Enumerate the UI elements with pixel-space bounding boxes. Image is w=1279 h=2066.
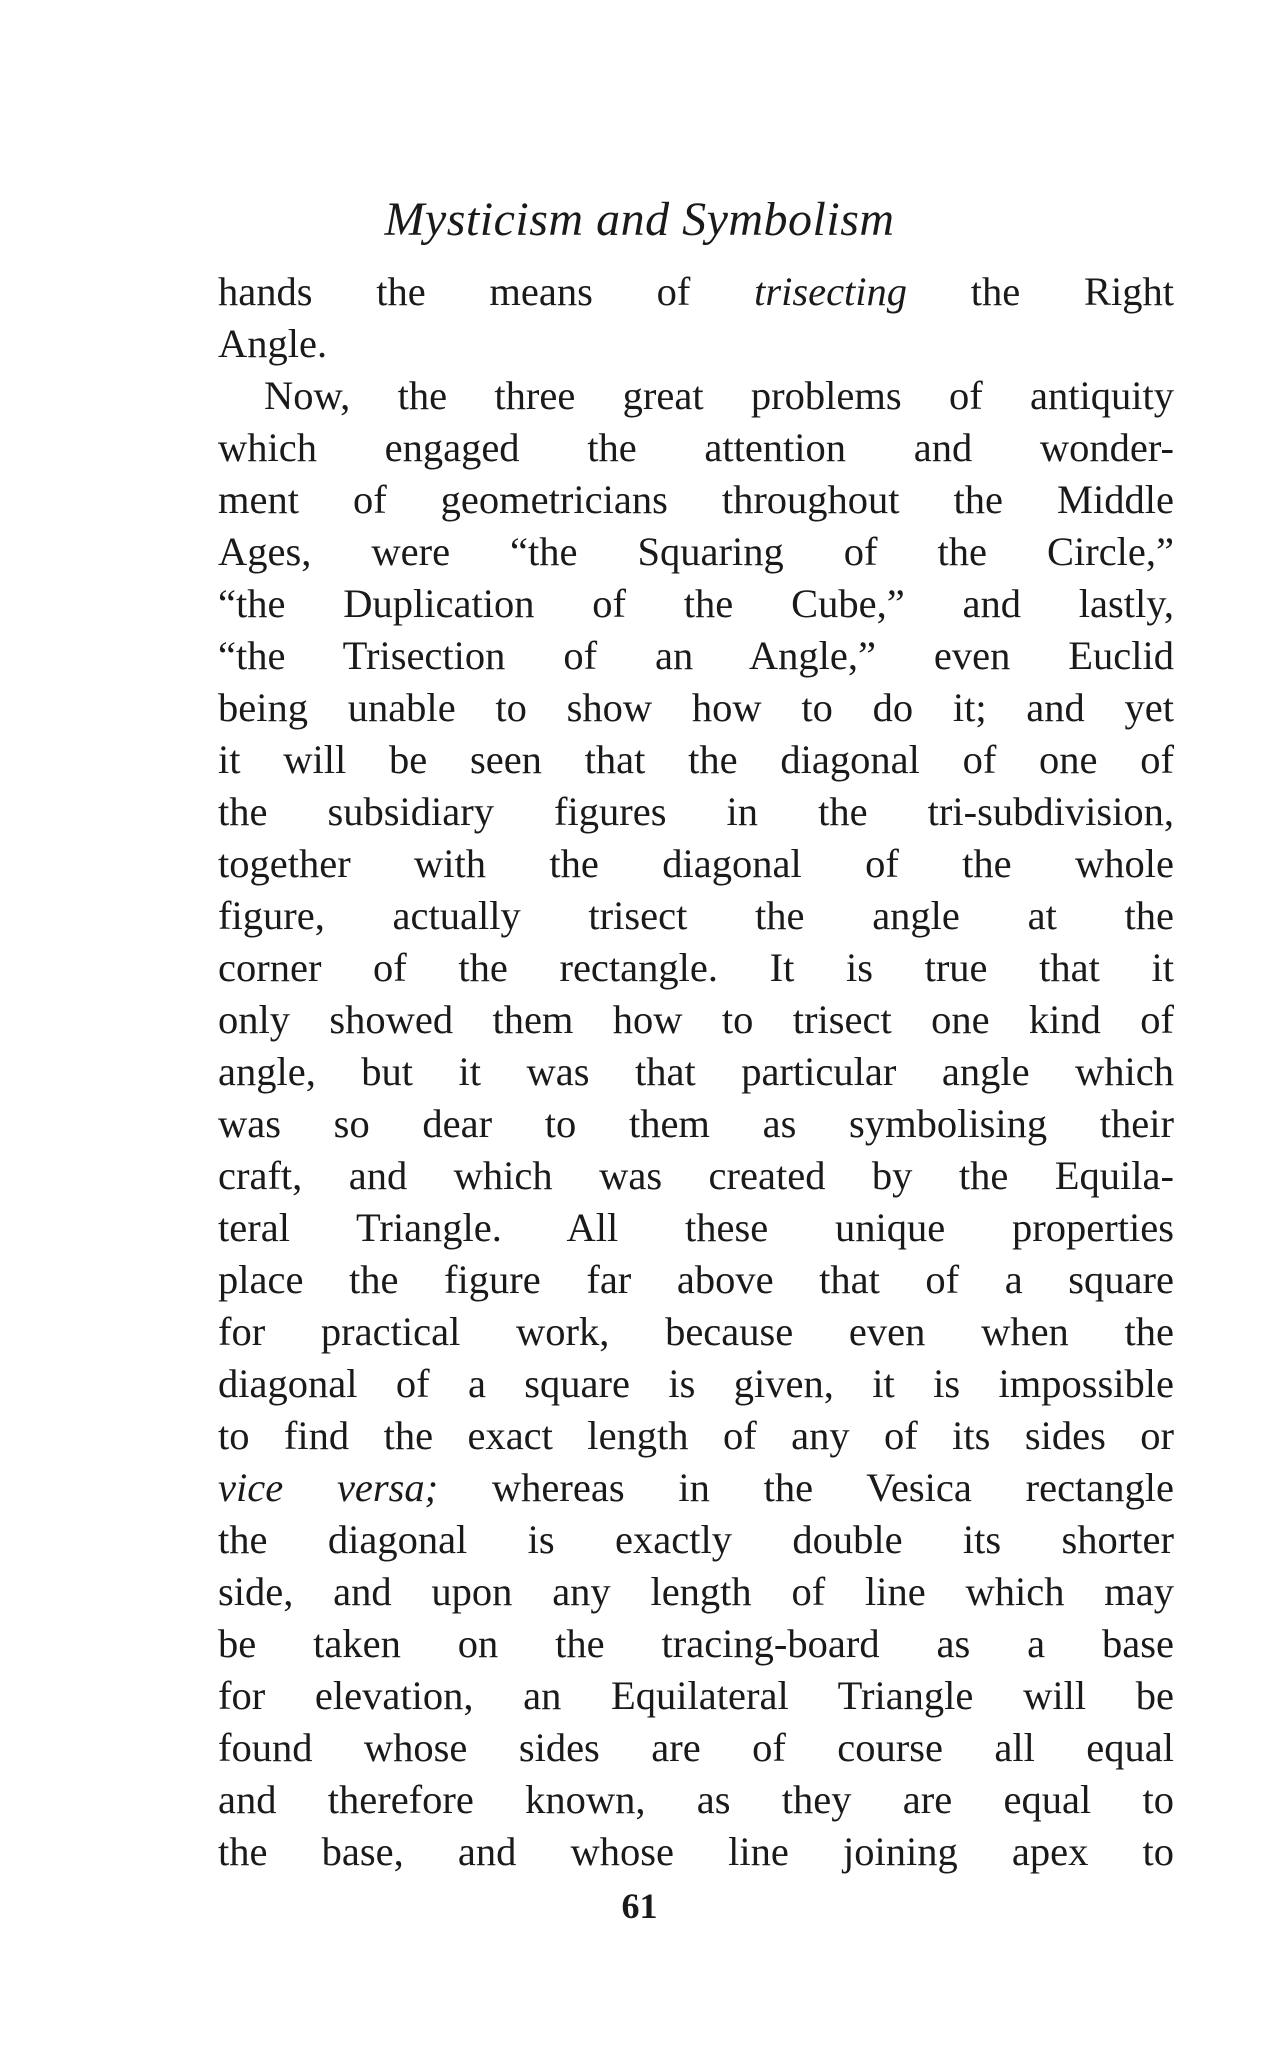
line-segment: whereas in the Vesica rectangle (438, 1465, 1174, 1510)
text-line: ment of geometricians throughout the Middle (218, 477, 1174, 522)
text-line: Angle. (218, 321, 328, 366)
page-number: 61 (621, 1886, 658, 1926)
text-line: which engaged the attention and wonder- (218, 425, 1174, 470)
line-segment: hands the means of (218, 269, 755, 314)
text-line: angle, but it was that particular angle which (218, 1049, 1174, 1094)
text-line: to find the exact length of any of its sides or (218, 1413, 1174, 1458)
text-line: craft, and which was created by the Equila- (218, 1153, 1174, 1198)
text-line: “the Trisection of an Angle,” even Euclid (218, 633, 1174, 678)
text-line: together with the diagonal of the whole (218, 841, 1174, 886)
text-line: place the figure far above that of a square (218, 1257, 1174, 1302)
line-segment: the Right (907, 269, 1174, 314)
text-line: only showed them how to trisect one kind of (218, 997, 1174, 1042)
text-line (218, 1462, 1174, 1514)
text-line: was so dear to them as symbolising their (218, 1101, 1174, 1146)
italic-word: trisecting (754, 269, 908, 314)
text-line: the base, and whose line joining apex to (218, 1829, 1174, 1874)
italic-phrase: vice versa; (218, 1465, 439, 1510)
text-line: teral Triangle. All these unique properties (218, 1205, 1174, 1250)
text-line: “the Duplication of the Cube,” and lastly, (218, 581, 1174, 626)
text-line: found whose sides are of course all equal (218, 1725, 1174, 1770)
text-line: for practical work, because even when the (218, 1309, 1174, 1354)
running-head: Mysticism and Symbolism (384, 193, 895, 246)
text-line: figure, actually trisect the angle at the (218, 893, 1174, 938)
paragraph-first-line: Now, the three great problems of antiquity (264, 373, 1174, 418)
text-line: Ages, were “the Squaring of the Circle,” (218, 529, 1174, 574)
text-line: be taken on the tracing-board as a base (218, 1621, 1174, 1666)
text-line: the diagonal is exactly double its shorter (218, 1517, 1174, 1562)
text-line: corner of the rectangle. It is true that it (218, 945, 1174, 990)
text-line (218, 266, 1174, 318)
body-text (218, 266, 1174, 1878)
text-line: side, and upon any length of line which may (218, 1569, 1174, 1614)
text-line: for elevation, an Equilateral Triangle will be (218, 1673, 1174, 1718)
text-line: being unable to show how to do it; and yet (218, 685, 1174, 730)
text-line: it will be seen that the diagonal of one of (218, 737, 1174, 782)
text-line: and therefore known, as they are equal to (218, 1777, 1174, 1822)
text-line: the subsidiary figures in the tri-subdivision, (218, 789, 1174, 834)
text-line: diagonal of a square is given, it is impossible (218, 1361, 1174, 1406)
